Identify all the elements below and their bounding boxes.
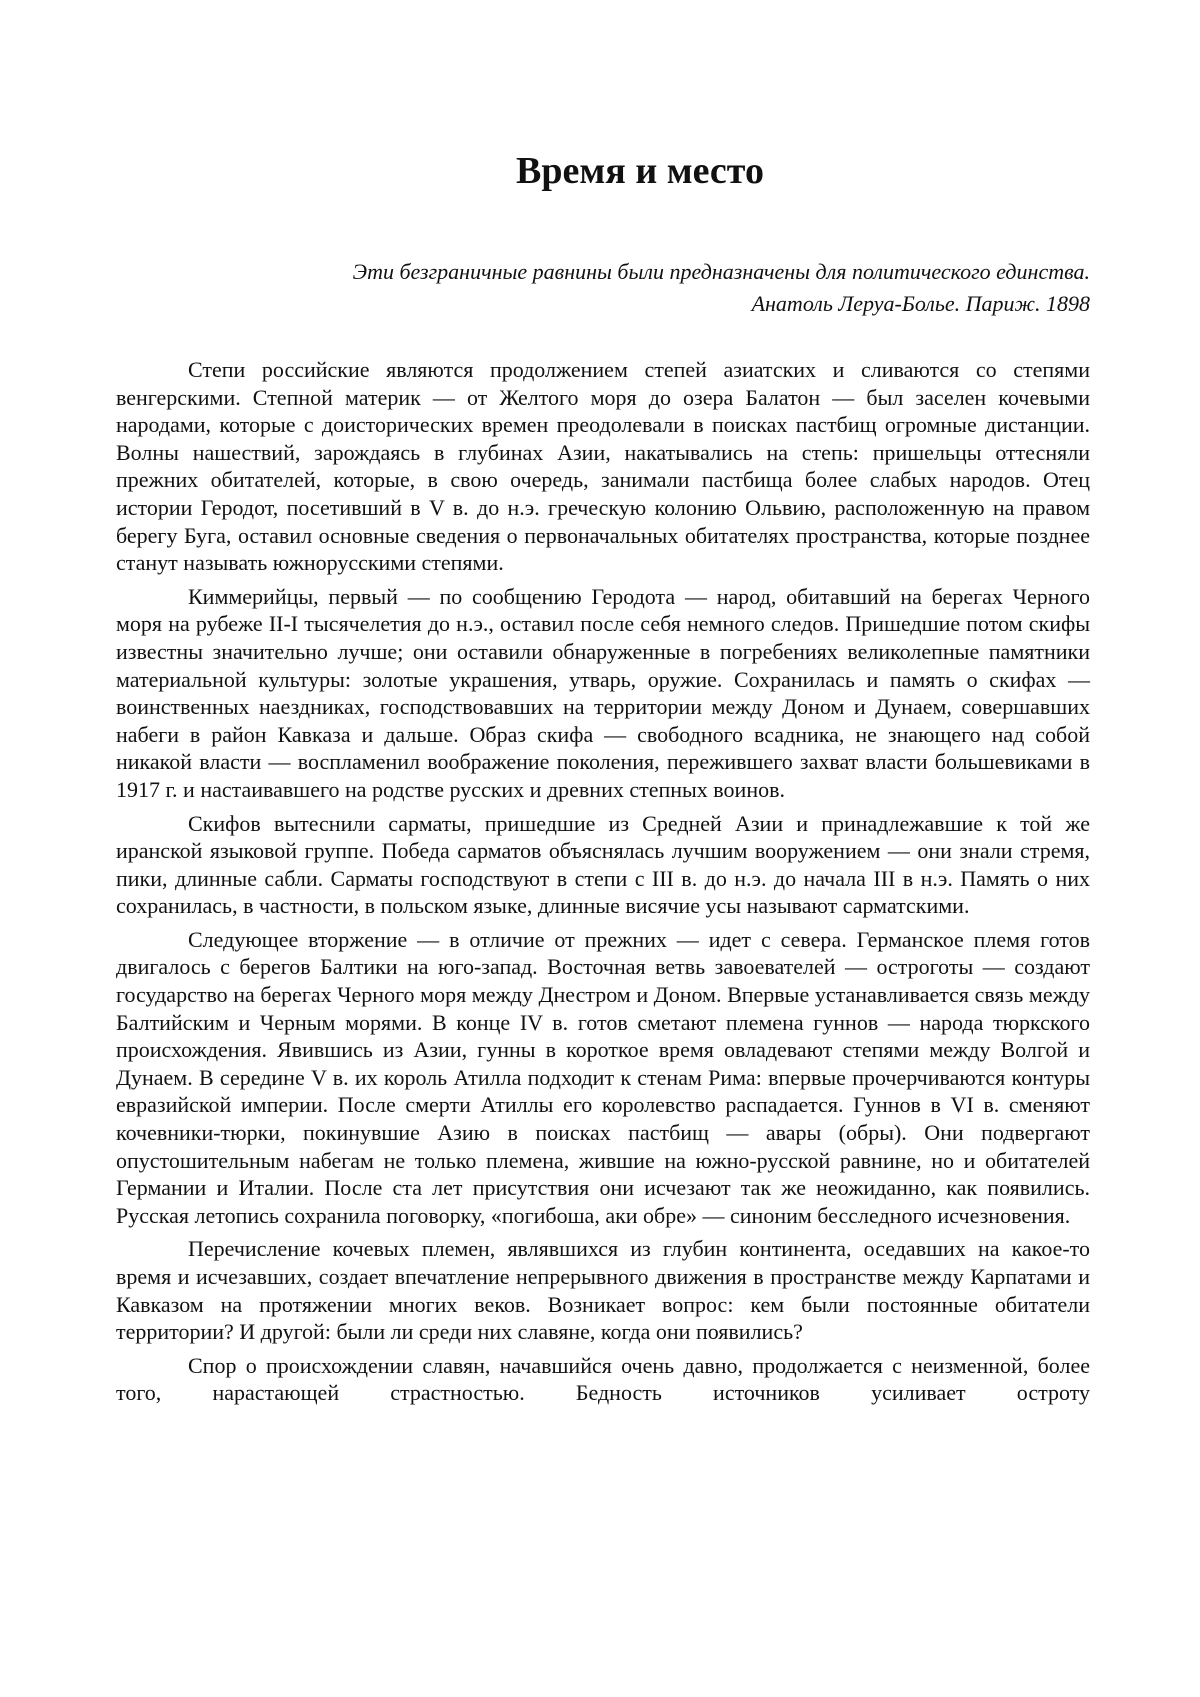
epigraph-quote: Эти безграничные равнины были предназначены для политического единства. bbox=[352, 259, 1090, 284]
paragraph-5: Перечисление кочевых племен, являвшихся из глубин континента, оседавших на какое-то время и исчезавших, создает впечатление непрерывного движения в пространстве между Карпатами и Кавказом на протяжении многих веков. Возникает вопрос: кем были постоянные обитатели территории? И другой: были ли среди них славяне, когда они появились? bbox=[116, 1236, 1090, 1345]
paragraph-2: Киммерийцы, первый — по сообщению Геродота — народ, обитавший на берегах Черного моря на рубеже II-I тысячелетия до н.э., оставил после себя немного следов. Пришедшие потом скифы известны значительно лучше; они оставили обнаруженные в погребениях великолепные памятники материальной культуры: золотые украшения, утварь, оружие. Сохранилась и память о скифах — воинственных наездниках, господствовавших на территории между Доном и Дунаем, совершавших набеги в район Кавказа и дальше. Образ скифа — свободного всадника, не знающего над собой никакой власти — воспламенил воображение поколения, пережившего захват власти большевиками в 1917 г. и настаивавшего на родстве русских и древних степных воинов. bbox=[116, 583, 1090, 802]
paragraph-3: Скифов вытеснили сарматы, пришедшие из Средней Азии и принадлежавшие к той же иранской языковой группе. Победа сарматов объяснялась лучшим вооружением — они знали стремя, пики, длинные сабли. Сарматы господствуют в степи с III в. до н.э. до начала III в н.э. Память о них сохранилась, в частности, в польском языке, длинные висячие усы называют сарматскими. bbox=[116, 810, 1090, 919]
body-text bbox=[116, 356, 1090, 1413]
paragraph-6: Спор о происхождении славян, начавшийся очень давно, продолжается с неизменной, более того, нарастающей страстностью. Бедность источников усиливает остроту bbox=[116, 1352, 1090, 1406]
epigraph bbox=[116, 256, 1090, 320]
paragraph-1: Степи российские являются продолжением степей азиатских и сливаются со степями венгерскими. Степной материк — от Желтого моря до озера Балатон — был заселен кочевыми народами, которые с доисторических времен преодолевали в поисках пастбищ огромные дистанции. Волны нашествий, зарождаясь в глубинах Азии, накатывались на степь: пришельцы оттесняли прежних обитателей, которые, в свою очередь, занимали пастбища более слабых народов. Отец истории Геродот, посетивший в V в. до н.э. греческую колонию Ольвию, расположенную на правом берегу Буга, оставил основные сведения о первоначальных обитателях пространства, которые позднее станут называть южнорусскими степями. bbox=[116, 357, 1090, 576]
paragraph-4: Следующее вторжение — в отличие от прежних — идет с севера. Германское племя готов двигалось с берегов Балтики на юго-запад. Восточная ветвь завоевателей — остроготы — создают государство на берегах Черного моря между Днестром и Доном. Впервые устанавливается связь между Балтийским и Черным морями. В конце IV в. готов сметают племена гуннов — народа тюркского происхождения. Явившись из Азии, гунны в короткое время овладевают степями между Волгой и Дунаем. В середине V в. их король Атилла подходит к стенам Рима: впервые прочерчиваются контуры евразийской империи. После смерти Атиллы его королевство распадается. Гуннов в VI в. сменяют кочевники-тюрки, покинувшие Азию в поисках пастбищ — авары (обры). Они подвергают опустошительным набегам не только племена, жившие на южно-русской равнине, но и обитателей Германии и Италии. После ста лет присутствия они исчезают так же неожиданно, как появились. Русская летопись сохранила поговорку, «погибоша, аки обре» — синоним бесследного исчезновения. bbox=[116, 926, 1090, 1228]
epigraph-attribution: Анатоль Леруа-Болье. Париж. 1898 bbox=[751, 291, 1090, 316]
page-title: Время и место bbox=[516, 150, 764, 192]
